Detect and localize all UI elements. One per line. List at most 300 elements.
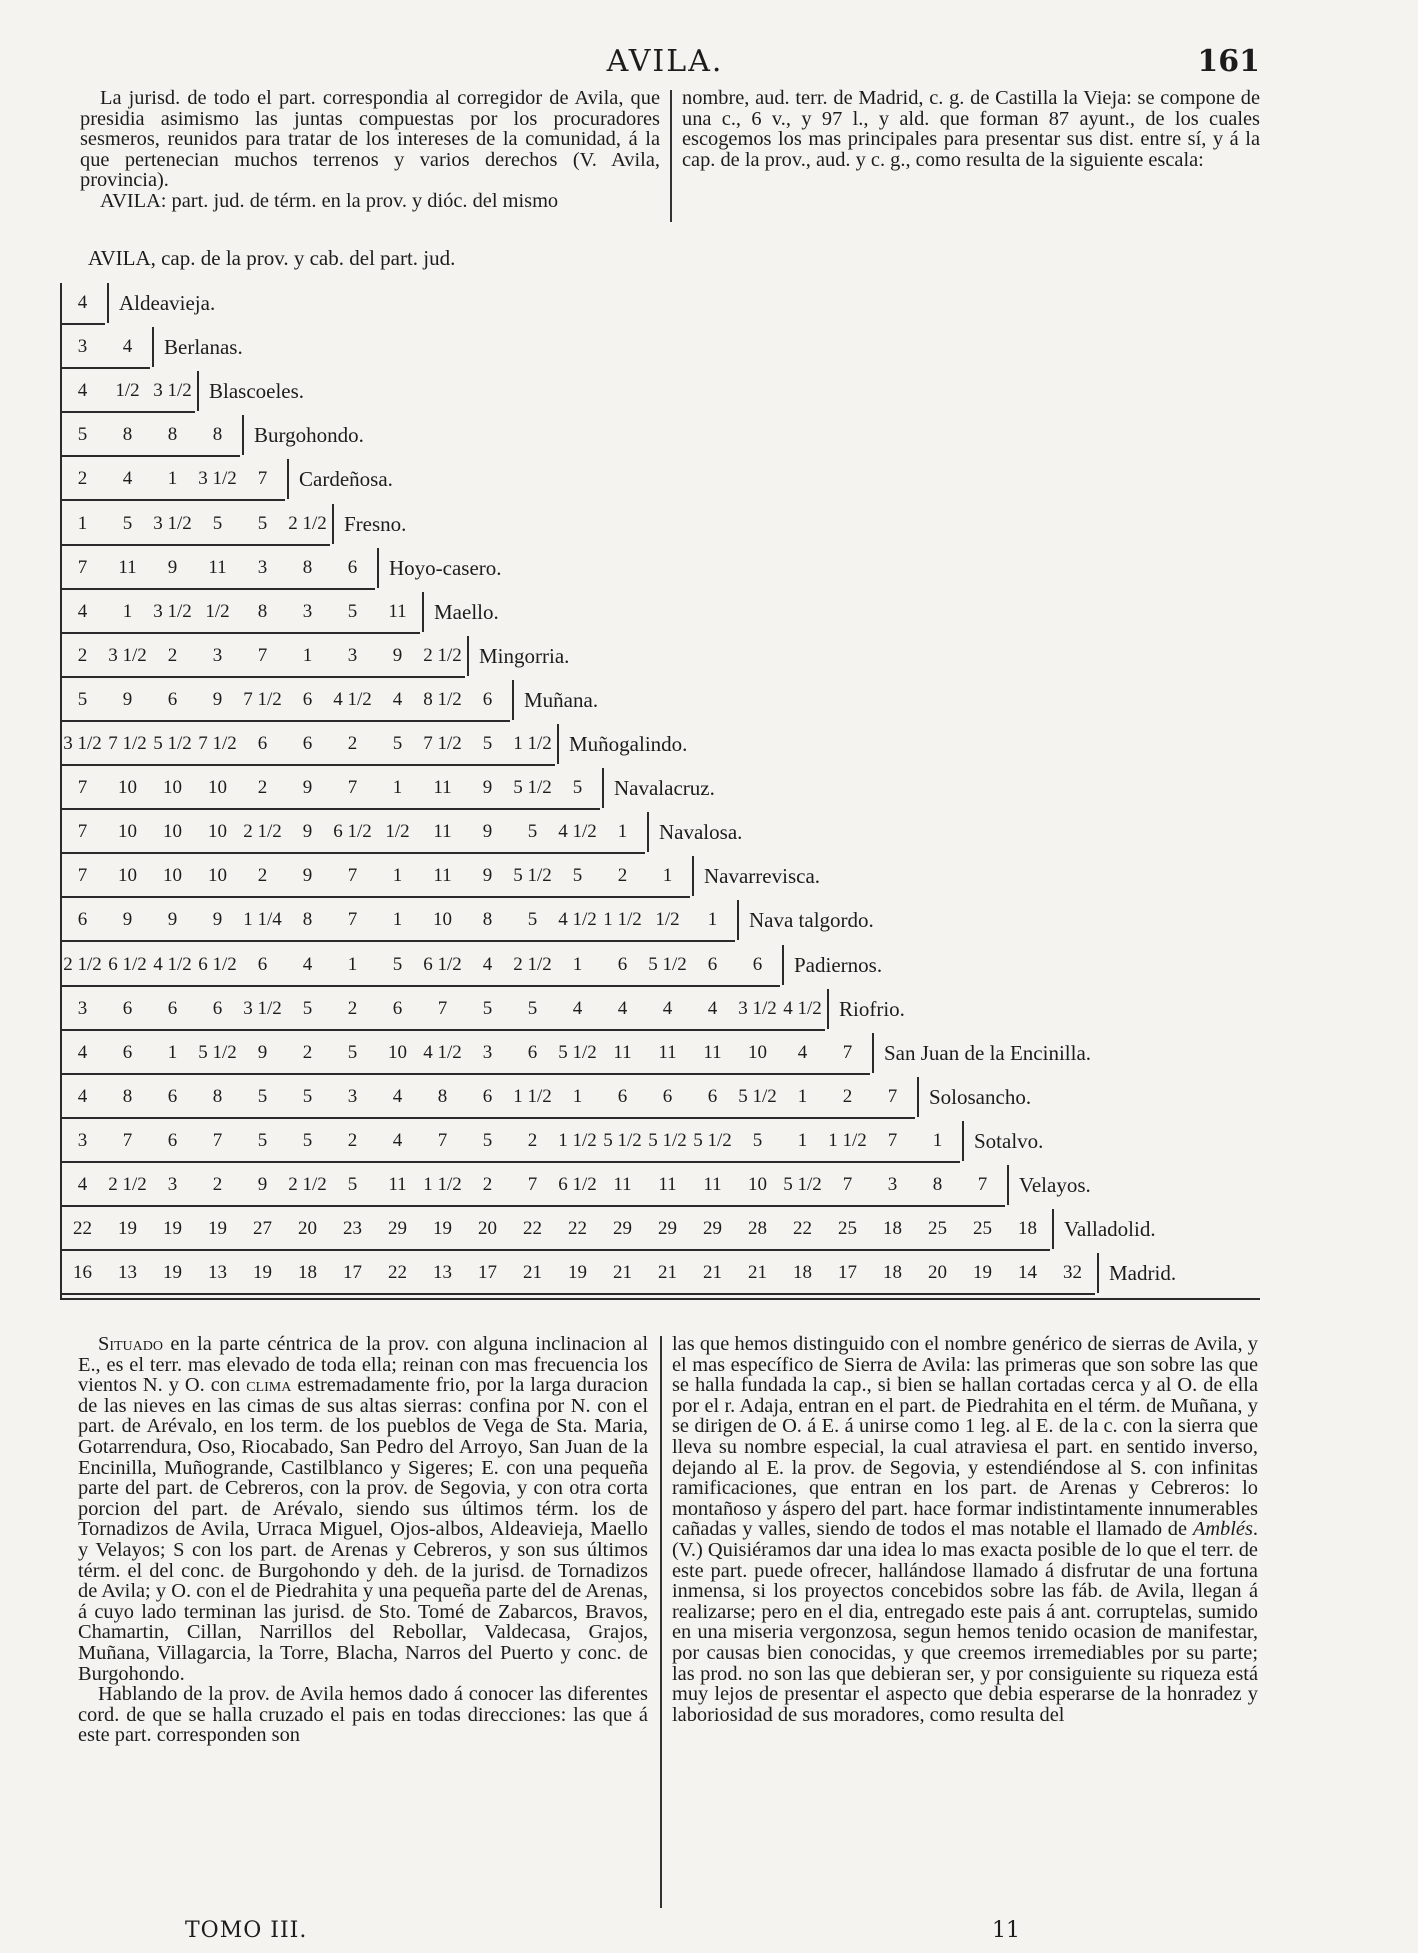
distance-cell: 3 [60, 1121, 105, 1163]
town-label: Velayos. [1007, 1165, 1091, 1205]
distance-cell: 10 [195, 768, 240, 810]
paragraph-cordilleras: Hablando de la prov. de Avila hemos dado á conocer las diferentes cord. de que se halla cruzado el pais en todas direcciones: las que á este part. corresponden son [78, 1683, 648, 1747]
paragraph-situation-text: en la parte céntrica de la prov. con alguna inclinacion al E., es el terr. mas elevado de toda ella; reinan con mas frecuencia los vientos N. y O. con [78, 1333, 648, 1397]
distance-cell: 2 [240, 768, 285, 810]
distance-cell: 3 [150, 1165, 195, 1207]
distance-cell: 1 [150, 1033, 195, 1075]
distance-cell: 6 [600, 945, 645, 987]
distance-cell: 3 1/2 [150, 504, 195, 546]
distance-cell: 7 1/2 [420, 724, 465, 766]
distance-cell: 2 1/2 [285, 1165, 330, 1207]
distance-cell: 6 [285, 724, 330, 766]
distance-cell: 11 [420, 768, 465, 810]
distance-cell: 1 1/4 [240, 900, 285, 942]
distance-cell: 4 [690, 989, 735, 1031]
distance-cell: 7 1/2 [195, 724, 240, 766]
distance-cell: 21 [690, 1253, 735, 1295]
distance-cell: 1 [780, 1077, 825, 1119]
distance-cell: 6 [690, 1077, 735, 1119]
town-label: Hoyo-casero. [377, 548, 502, 588]
distance-cell: 5 1/2 [600, 1121, 645, 1163]
distance-cell: 5 [240, 504, 285, 546]
distance-cell: 7 [60, 856, 105, 898]
distance-cell: 7 [825, 1033, 870, 1075]
distance-cell: 2 1/2 [105, 1165, 150, 1207]
distance-cell: 5 [330, 592, 375, 634]
distance-cell: 19 [420, 1209, 465, 1251]
town-label: Solosancho. [917, 1077, 1031, 1117]
distance-cell: 9 [285, 812, 330, 854]
distance-cell: 5 [105, 504, 150, 546]
distance-cell: 10 [150, 856, 195, 898]
distance-cell: 5 [60, 680, 105, 722]
table-frame-bottom [60, 1298, 1260, 1300]
distance-cell: 8 1/2 [420, 680, 465, 722]
italic-term: Amblés [1192, 1518, 1253, 1541]
paragraph-scale-intro: nombre, aud. terr. de Madrid, c. g. de Castilla la Vieja: se compone de una c., 6 v., y 97 l., y ald. que forman 87 ayunt., de los cuales escogemos los mas principales para presentar sus dist. entre sí, y á la cap. de la prov., aud. y c. g., como resulta de la siguiente escala: [682, 87, 1260, 171]
distance-cell: 11 [420, 856, 465, 898]
distance-cell: 8 [465, 900, 510, 942]
distance-cell: 6 [465, 680, 510, 722]
distance-cell: 1 [375, 900, 420, 942]
distance-cell: 8 [195, 415, 240, 457]
distance-cell: 22 [555, 1209, 600, 1251]
distance-cell: 8 [240, 592, 285, 634]
distance-cell: 2 1/2 [240, 812, 285, 854]
distance-cell: 3 [870, 1165, 915, 1207]
distance-cell: 5 1/2 [645, 1121, 690, 1163]
distance-cell: 19 [105, 1209, 150, 1251]
distance-cell: 6 1/2 [105, 945, 150, 987]
distance-cell: 6 [330, 548, 375, 590]
distance-cell: 1/2 [375, 812, 420, 854]
distance-cell: 1 [60, 504, 105, 546]
distance-cell: 21 [510, 1253, 555, 1295]
distance-cell: 10 [375, 1033, 420, 1075]
distance-cell: 23 [330, 1209, 375, 1251]
distance-cell: 5 [510, 812, 555, 854]
distance-cell: 13 [105, 1253, 150, 1295]
distance-cell: 3 [330, 1077, 375, 1119]
distance-cell: 3 [285, 592, 330, 634]
distance-cell: 22 [510, 1209, 555, 1251]
town-label: Navarrevisca. [692, 856, 820, 896]
distance-cell: 1/2 [195, 592, 240, 634]
distance-cell: 4 1/2 [555, 812, 600, 854]
distance-cell: 10 [105, 812, 150, 854]
distance-cell: 5 [465, 724, 510, 766]
distance-cell: 11 [420, 812, 465, 854]
distance-cell: 4 [60, 592, 105, 634]
bottom-right-column [672, 1334, 1258, 1725]
distance-cell: 1 [375, 856, 420, 898]
distance-cell: 2 [510, 1121, 555, 1163]
distance-cell: 7 [60, 548, 105, 590]
signature-mark: 11 [992, 1918, 1020, 1943]
distance-cell: 9 [195, 900, 240, 942]
distance-cell: 1 [285, 636, 330, 678]
town-label: Maello. [422, 592, 499, 632]
town-label: Madrid. [1097, 1253, 1176, 1293]
distance-cell: 10 [420, 900, 465, 942]
distance-cell: 7 [240, 636, 285, 678]
distance-cell: 4 [60, 1077, 105, 1119]
distance-cell: 2 [465, 1165, 510, 1207]
distance-cell: 6 1/2 [330, 812, 375, 854]
distance-cell: 1 [375, 768, 420, 810]
distance-cell: 2 [330, 1121, 375, 1163]
distance-cell: 6 [240, 945, 285, 987]
distance-cell: 4 [555, 989, 600, 1031]
distance-cell: 1 [330, 945, 375, 987]
distance-cell: 2 [60, 459, 105, 501]
distance-cell: 3 [60, 989, 105, 1031]
distance-cell: 2 1/2 [285, 504, 330, 546]
distance-cell: 21 [645, 1253, 690, 1295]
distance-cell: 5 1/2 [150, 724, 195, 766]
distance-cell: 18 [285, 1253, 330, 1295]
distance-cell: 4 [60, 371, 105, 413]
distance-cell: 9 [105, 680, 150, 722]
paragraph-situation-rest: estremadamente frio, por la larga duracion de las nieves en las cimas de sus altas sierras: confina por N. con el part. de Arévalo, en los term. de los pueblos de Vega de Sta. Maria, Gotarrendura, Oso, Riocabado, San Pedro del Arroyo, San Juan de la Encinilla, Muñogrande, Castilblanco y Sigeres; E. con una pequeña parte del part. de Cebreros, con la prov. de Segovia, y con otra corta porcion del part. de Arévalo, siendo sus últimos térm. los de Tornadizos de Avila, Urraca Miguel, Ojos-albos, Aldeavieja, Maello y Velayos; S con los part. de Arenas y Cebreros, y son sus últimos térm. el del conc. de Burgohondo y deh. de la jurisd. de Tornadizos de Avila; y O. con el de Piedrahita y una pequeña parte del de Arenas, á cuyo lado terminan las jurisd. de Sto. Tomé de Zabarcos, Bravos, Chamartin, Cillan, Narrillos del Rebollar, Valdecasa, Grajos, Muñana, Villagarcia, la Torre, Blacha, Narros del Puerto y conc. de Burgohondo. [78, 1374, 648, 1685]
distance-cell: 8 [105, 1077, 150, 1119]
distance-cell: 1 1/2 [510, 724, 555, 766]
distance-cell: 5 1/2 [735, 1077, 780, 1119]
distance-cell: 3 1/2 [150, 371, 195, 413]
distance-cell: 18 [870, 1253, 915, 1295]
distance-cell: 7 [420, 1121, 465, 1163]
distance-cell: 19 [555, 1253, 600, 1295]
distance-cell: 7 [330, 768, 375, 810]
lead-word: Situado [98, 1333, 163, 1355]
distance-cell: 4 1/2 [420, 1033, 465, 1075]
town-label: Fresno. [332, 504, 406, 544]
distance-cell: 7 [870, 1121, 915, 1163]
distance-cell: 5 1/2 [510, 856, 555, 898]
distance-cell: 1 [105, 592, 150, 634]
town-label: Sotalvo. [962, 1121, 1043, 1161]
distance-cell: 11 [690, 1165, 735, 1207]
distance-cell: 2 [600, 856, 645, 898]
distance-cell: 20 [285, 1209, 330, 1251]
distance-cell: 8 [915, 1165, 960, 1207]
distance-cell: 6 [195, 989, 240, 1031]
distance-table [60, 283, 1260, 1298]
distance-cell: 7 [510, 1165, 555, 1207]
distance-cell: 6 [105, 1033, 150, 1075]
paragraph-jurisdiction: La jurisd. de todo el part. correspondia al corregidor de Avila, que presidia asimismo las juntas compuestas por los procuradores sesmeros, reunidos para tratar de los intereses de la comunidad, á la que pertenecian muchos terrenos y varios derechos (V. Avila, provincia). [80, 87, 660, 192]
distance-cell: 6 [600, 1077, 645, 1119]
distance-cell: 16 [60, 1253, 105, 1295]
distance-cell: 18 [780, 1253, 825, 1295]
distance-cell: 9 [465, 812, 510, 854]
distance-cell: 9 [375, 636, 420, 678]
distance-cell: 5 [330, 1165, 375, 1207]
distance-cell: 7 [60, 812, 105, 854]
distance-cell: 4 [600, 989, 645, 1031]
distance-cell: 1 1/2 [555, 1121, 600, 1163]
distance-cell: 4 1/2 [330, 680, 375, 722]
distance-cell: 2 1/2 [60, 945, 105, 987]
distance-cell: 2 1/2 [420, 636, 465, 678]
distance-cell: 9 [285, 768, 330, 810]
distance-cell: 1 [555, 945, 600, 987]
distance-cell: 5 [60, 415, 105, 457]
distance-cell: 1/2 [105, 371, 150, 413]
town-label: Muñana. [512, 680, 598, 720]
page-number: 161 [1197, 44, 1260, 79]
distance-cell: 6 [150, 680, 195, 722]
distance-cell: 25 [915, 1209, 960, 1251]
distance-cell: 11 [690, 1033, 735, 1075]
town-label: Riofrio. [827, 989, 905, 1029]
running-head [70, 44, 1260, 80]
distance-cell: 1 [555, 1077, 600, 1119]
town-label: Mingorria. [467, 636, 569, 676]
distance-cell: 5 1/2 [510, 768, 555, 810]
distance-cell: 6 [375, 989, 420, 1031]
distance-cell: 6 [150, 989, 195, 1031]
distance-cell: 19 [150, 1209, 195, 1251]
paragraph-situation [78, 1334, 648, 1684]
distance-cell: 9 [240, 1165, 285, 1207]
distance-cell: 5 [330, 1033, 375, 1075]
distance-cell: 1 1/2 [825, 1121, 870, 1163]
page-title: AVILA. [606, 44, 724, 79]
distance-cell: 4 [105, 459, 150, 501]
distance-cell: 3 [240, 548, 285, 590]
town-label: Cardeñosa. [287, 459, 393, 499]
distance-cell: 7 [195, 1121, 240, 1163]
bottom-left-column [78, 1334, 648, 1746]
paragraph-sierras [672, 1334, 1258, 1725]
distance-cell: 32 [1050, 1253, 1095, 1295]
distance-cell: 10 [105, 856, 150, 898]
distance-cell: 4 [645, 989, 690, 1031]
distance-cell: 4 [60, 1165, 105, 1207]
distance-cell: 9 [105, 900, 150, 942]
distance-cell: 3 1/2 [60, 724, 105, 766]
distance-cell: 10 [735, 1033, 780, 1075]
distance-cell: 4 [105, 327, 150, 369]
distance-cell: 5 1/2 [690, 1121, 735, 1163]
distance-cell: 2 [195, 1165, 240, 1207]
distance-cell: 6 1/2 [420, 945, 465, 987]
distance-cell: 3 [60, 327, 105, 369]
distance-cell: 5 [285, 989, 330, 1031]
paragraph-avila-intro: AVILA: part. jud. de térm. en la prov. y dióc. del mismo [100, 189, 559, 212]
distance-cell: 4 [60, 1033, 105, 1075]
town-label: Padiernos. [782, 945, 882, 985]
distance-cell: 27 [240, 1209, 285, 1251]
town-label: Blascoeles. [197, 371, 304, 411]
distance-cell: 25 [825, 1209, 870, 1251]
distance-cell: 7 [825, 1165, 870, 1207]
distance-cell: 11 [105, 548, 150, 590]
distance-cell: 6 [465, 1077, 510, 1119]
paragraph-sierras-text: las que hemos distinguido con el nombre genérico de sierras de Avila, y el mas específico de Sierra de Avila: las primeras que son sobre las que se halla fundada la cap., si bien se hallan cortadas cerca y al O. de ella por el r. Adaja, entran en el part. de Piedrahita en el térm. de Muñana, y se dirigen de O. á E. á unirse como 1 leg. al E. de la c. con la sierra que lleva su nombre especial, la cual atraviesa el part. en sentido inverso, dejando al E. la prov. de Segovia, y estendiéndose al S. con infinitas ramificaciones, que entran en los part. de Arenas y Cebreros: lo montañoso y áspero del part. hace formar indistintamente innumerables cañadas y valles, siendo de todos el mas notable el llamado de [672, 1333, 1258, 1541]
distance-cell: 5 1/2 [555, 1033, 600, 1075]
distance-cell: 4 [285, 945, 330, 987]
distance-cell: 4 [465, 945, 510, 987]
distance-cell: 6 [105, 989, 150, 1031]
distance-cell: 3 [195, 636, 240, 678]
distance-cell: 4 [375, 1077, 420, 1119]
distance-cell: 1 [600, 812, 645, 854]
distance-cell: 11 [600, 1033, 645, 1075]
distance-cell: 6 [150, 1121, 195, 1163]
distance-cell: 19 [195, 1209, 240, 1251]
distance-cell: 22 [375, 1253, 420, 1295]
distance-cell: 11 [600, 1165, 645, 1207]
distance-cell: 7 [870, 1077, 915, 1119]
distance-cell: 8 [285, 548, 330, 590]
distance-cell: 2 [330, 989, 375, 1031]
distance-cell: 5 [285, 1121, 330, 1163]
distance-cell: 2 [60, 636, 105, 678]
distance-cell: 2 1/2 [510, 945, 555, 987]
distance-cell: 19 [150, 1253, 195, 1295]
distance-cell: 5 [735, 1121, 780, 1163]
town-label: San Juan de la Encinilla. [872, 1033, 1091, 1073]
distance-cell: 22 [780, 1209, 825, 1251]
distance-cell: 7 1/2 [105, 724, 150, 766]
distance-cell: 13 [195, 1253, 240, 1295]
distance-cell: 5 [555, 856, 600, 898]
distance-cell: 21 [735, 1253, 780, 1295]
distance-cell: 6 [645, 1077, 690, 1119]
distance-cell: 6 [285, 680, 330, 722]
distance-cell: 10 [105, 768, 150, 810]
town-label: Burgohondo. [242, 415, 364, 455]
distance-cell: 11 [195, 548, 240, 590]
distance-cell: 22 [60, 1209, 105, 1251]
distance-cell: 6 [240, 724, 285, 766]
distance-cell: 1 [690, 900, 735, 942]
distance-cell: 20 [915, 1253, 960, 1295]
distance-cell: 3 1/2 [240, 989, 285, 1031]
distance-cell: 8 [150, 415, 195, 457]
distance-cell: 1 [645, 856, 690, 898]
distance-cell: 5 [555, 768, 600, 810]
distance-cell: 14 [1005, 1253, 1050, 1295]
top-right-column [682, 88, 1260, 170]
paragraph-sierras-rest: . (V.) Quisiéramos dar una idea lo mas exacta posible de lo que el terr. de este part. puede ofrecer, hallándose llamado á disfrutar de una fortuna inmensa, si los proyectos concebidos sobre las fáb. de Avila, llegan á realizarse; pero en el dia, entregado este pais á ant. corruptelas, sumido en una miseria vergonzosa, segun hemos tenido ocasion de manifestar, por causas bien conocidas, y que creemos irremediables por su parte; las prod. no son las que debieran ser, y por consiguiente su riqueza está muy lejos de presentar el aspecto que debia esperarse de la honradez y laboriosidad de sus moradores, como resulta del [672, 1518, 1258, 1726]
distance-cell: 5 [240, 1077, 285, 1119]
distance-cell: 21 [600, 1253, 645, 1295]
distance-cell: 4 [375, 1121, 420, 1163]
town-label: Muñogalindo. [557, 724, 687, 764]
distance-cell: 19 [240, 1253, 285, 1295]
distance-cell: 25 [960, 1209, 1005, 1251]
distance-cell: 7 [960, 1165, 1005, 1207]
distance-cell: 2 [330, 724, 375, 766]
distance-cell: 9 [240, 1033, 285, 1075]
distance-cell: 3 1/2 [105, 636, 150, 678]
distance-cell: 28 [735, 1209, 780, 1251]
column-divider-top [670, 90, 672, 222]
volume-label: TOMO III. [185, 1918, 308, 1943]
distance-cell: 1 [915, 1121, 960, 1163]
distance-cell: 17 [465, 1253, 510, 1295]
distance-cell: 5 [195, 504, 240, 546]
column-divider-bottom [660, 1336, 662, 1908]
distance-cell: 9 [195, 680, 240, 722]
distance-cell: 3 1/2 [150, 592, 195, 634]
distance-cell: 3 [465, 1033, 510, 1075]
distance-cell: 4 1/2 [150, 945, 195, 987]
distance-cell: 5 [510, 900, 555, 942]
distance-cell: 8 [420, 1077, 465, 1119]
distance-cell: 10 [150, 812, 195, 854]
distance-cell: 8 [195, 1077, 240, 1119]
distance-cell: 9 [285, 856, 330, 898]
distance-cell: 5 [285, 1077, 330, 1119]
distance-cell: 7 [105, 1121, 150, 1163]
distance-cell: 4 [780, 1033, 825, 1075]
distance-cell: 3 [330, 636, 375, 678]
distance-cell: 1 1/2 [600, 900, 645, 942]
distance-cell: 29 [690, 1209, 735, 1251]
town-label: Navalacruz. [602, 768, 715, 808]
distance-cell: 17 [825, 1253, 870, 1295]
distance-cell: 5 1/2 [195, 1033, 240, 1075]
distance-cell: 9 [465, 856, 510, 898]
distance-cell: 7 1/2 [240, 680, 285, 722]
distance-cell: 29 [645, 1209, 690, 1251]
distance-cell: 7 [420, 989, 465, 1031]
distance-cell: 18 [870, 1209, 915, 1251]
distance-cell: 10 [735, 1165, 780, 1207]
top-left-column [80, 88, 660, 212]
distance-cell: 1 [150, 459, 195, 501]
distance-cell: 10 [150, 768, 195, 810]
distance-cell: 7 [240, 459, 285, 501]
distance-cell: 19 [960, 1253, 1005, 1295]
distance-cell: 5 1/2 [645, 945, 690, 987]
town-label: Nava talgordo. [737, 900, 874, 940]
town-label: Aldeavieja. [107, 283, 215, 323]
distance-cell: 8 [105, 415, 150, 457]
distance-cell: 7 [60, 768, 105, 810]
distance-cell: 6 [510, 1033, 555, 1075]
distance-cell: 6 [150, 1077, 195, 1119]
distance-cell: 17 [330, 1253, 375, 1295]
distance-cell: 6 1/2 [195, 945, 240, 987]
distance-cell: 5 [375, 945, 420, 987]
distance-cell: 5 [510, 989, 555, 1031]
distance-cell: 1 [780, 1121, 825, 1163]
distance-cell: 7 [330, 856, 375, 898]
distance-cell: 5 [465, 1121, 510, 1163]
town-label: Berlanas. [152, 327, 243, 367]
distance-cell: 4 [60, 283, 105, 325]
distance-cell: 8 [285, 900, 330, 942]
distance-cell: 11 [375, 592, 420, 634]
distance-cell: 6 [690, 945, 735, 987]
distance-cell: 18 [1005, 1209, 1050, 1251]
distance-cell: 29 [375, 1209, 420, 1251]
distance-cell: 2 [285, 1033, 330, 1075]
distance-cell: 11 [375, 1165, 420, 1207]
distance-cell: 4 1/2 [780, 989, 825, 1031]
distance-cell: 6 1/2 [555, 1165, 600, 1207]
distance-cell: 5 [240, 1121, 285, 1163]
clima-word: clima [246, 1374, 292, 1397]
distance-cell: 9 [150, 548, 195, 590]
distance-cell: 6 [60, 900, 105, 942]
distance-cell: 3 1/2 [195, 459, 240, 501]
